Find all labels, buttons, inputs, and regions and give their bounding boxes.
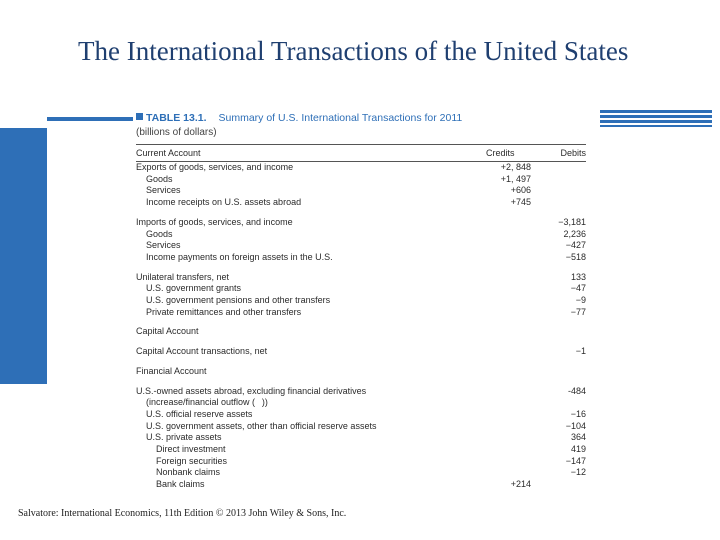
- row-label: Capital Account transactions, net: [136, 346, 268, 357]
- row-credit: [486, 366, 541, 378]
- table-row: [136, 162, 586, 174]
- row-debit: −47: [570, 283, 586, 294]
- table-row: [136, 229, 586, 241]
- row-credit: [486, 240, 541, 252]
- row-debit: 419: [570, 444, 586, 455]
- table-row: [136, 174, 586, 186]
- row-label: Unilateral transfers, net: [136, 271, 230, 282]
- row-debit: −518: [565, 251, 586, 262]
- row-spacer: [136, 209, 586, 217]
- row-credit: [486, 326, 541, 338]
- row-label: U.S. official reserve assets: [146, 408, 253, 419]
- table-row: [136, 240, 586, 252]
- row-label: Income payments on foreign assets in the U.S.: [146, 251, 333, 262]
- row-debit: 364: [570, 432, 586, 443]
- row-label: Exports of goods, services, and income: [136, 162, 294, 172]
- row-credit: [486, 283, 541, 295]
- row-credit: [486, 229, 541, 241]
- row-label: U.S.-owned assets abroad, excluding financial derivatives: [136, 385, 367, 396]
- row-debit: 2,236: [563, 228, 586, 239]
- row-debit: −1: [575, 346, 586, 357]
- row-credit: [486, 397, 541, 409]
- row-label: Services: [146, 185, 181, 196]
- row-credit: [486, 272, 541, 284]
- row-debit: −3,181: [558, 216, 586, 227]
- table-title: [136, 112, 586, 125]
- row-spacer: [136, 264, 586, 272]
- table-row: [136, 197, 586, 209]
- row-label: Imports of goods, services, and income: [136, 216, 293, 227]
- row-credit: [486, 409, 541, 421]
- header-debits: Debits: [560, 148, 586, 158]
- row-credit: [486, 386, 541, 398]
- table-row: [136, 272, 586, 284]
- row-spacer: [136, 358, 586, 366]
- row-debit: −77: [570, 306, 586, 317]
- row-credit: [486, 307, 541, 319]
- row-debit: [541, 397, 586, 409]
- row-label: U.S. government assets, other than official reserve assets: [146, 420, 377, 431]
- row-credit: +745: [510, 197, 531, 208]
- row-credit: [486, 252, 541, 264]
- row-debit: [541, 326, 586, 338]
- row-credit: [486, 456, 541, 468]
- row-debit: −427: [565, 240, 586, 251]
- row-credit: [486, 421, 541, 433]
- row-credit: [486, 346, 541, 358]
- row-label: Financial Account: [136, 365, 207, 376]
- row-credit: +1, 497: [500, 173, 531, 184]
- row-label: Foreign securities: [156, 455, 228, 466]
- row-debit: [541, 197, 586, 209]
- row-debit: [541, 162, 586, 174]
- table-row: [136, 421, 586, 433]
- row-debit: −16: [570, 408, 586, 419]
- transactions-table: [136, 112, 586, 491]
- row-credit: [486, 467, 541, 479]
- top-accent-line: [47, 117, 133, 121]
- row-spacer: [136, 378, 586, 386]
- row-debit: [541, 366, 586, 378]
- table-row: [136, 467, 586, 479]
- table-units: (billions of dollars): [136, 127, 217, 138]
- table-caption: Summary of U.S. International Transactions for 2011: [218, 112, 463, 124]
- table-row: [136, 397, 586, 409]
- row-label: U.S. private assets: [146, 432, 222, 443]
- right-striped-decoration: [600, 110, 712, 127]
- header-account: Current Account: [136, 148, 201, 158]
- row-label: Services: [146, 240, 181, 251]
- row-credit: +2, 848: [500, 162, 531, 172]
- row-debit: 133: [570, 271, 586, 282]
- row-credit: [486, 217, 541, 229]
- row-spacer: [136, 338, 586, 346]
- row-label: U.S. government pensions and other transfers: [146, 295, 331, 306]
- table-row: [136, 479, 586, 491]
- table-row: [136, 444, 586, 456]
- table-header: [136, 144, 586, 162]
- table-row: [136, 409, 586, 421]
- table-row: [136, 326, 586, 338]
- table-row: [136, 252, 586, 264]
- slide-footer: Salvatore: International Economics, 11th Edition © 2013 John Wiley & Sons, Inc.: [18, 508, 347, 519]
- row-credit: +214: [510, 479, 531, 490]
- row-label: Income receipts on U.S. assets abroad: [146, 197, 302, 208]
- table-row: [136, 366, 586, 378]
- slide-title: The International Transactions of the United States: [78, 36, 629, 66]
- row-label: Bank claims: [156, 479, 205, 490]
- row-label: Capital Account: [136, 326, 199, 337]
- square-bullet-icon: [136, 113, 143, 120]
- row-debit: [541, 479, 586, 491]
- row-label: Goods: [146, 173, 173, 184]
- row-label: Goods: [146, 228, 173, 239]
- table-row: [136, 386, 586, 398]
- row-credit: [486, 432, 541, 444]
- row-debit: -484: [567, 385, 586, 396]
- row-label: Private remittances and other transfers: [146, 306, 302, 317]
- row-credit: +606: [510, 185, 531, 196]
- table-row: [136, 456, 586, 468]
- row-label: Nonbank claims: [156, 467, 221, 478]
- table-row: [136, 185, 586, 197]
- table-row: [136, 295, 586, 307]
- table-row: [136, 217, 586, 229]
- left-accent-bar: [0, 128, 47, 384]
- table-row: [136, 283, 586, 295]
- row-debit: [541, 174, 586, 186]
- table-row: [136, 432, 586, 444]
- row-credit: [486, 295, 541, 307]
- row-debit: −104: [565, 420, 586, 431]
- row-label: (increase/financial outflow ( )): [146, 397, 268, 408]
- table-body: [136, 162, 586, 491]
- row-label: U.S. government grants: [146, 283, 242, 294]
- row-debit: [541, 185, 586, 197]
- row-debit: −12: [570, 467, 586, 478]
- row-label: Direct investment: [156, 444, 226, 455]
- row-debit: −9: [575, 295, 586, 306]
- table-row: [136, 346, 586, 358]
- table-row: [136, 307, 586, 319]
- header-credits: Credits: [486, 148, 515, 158]
- table-number: TABLE 13.1.: [146, 112, 207, 124]
- row-credit: [486, 444, 541, 456]
- row-debit: −147: [565, 455, 586, 466]
- row-spacer: [136, 318, 586, 326]
